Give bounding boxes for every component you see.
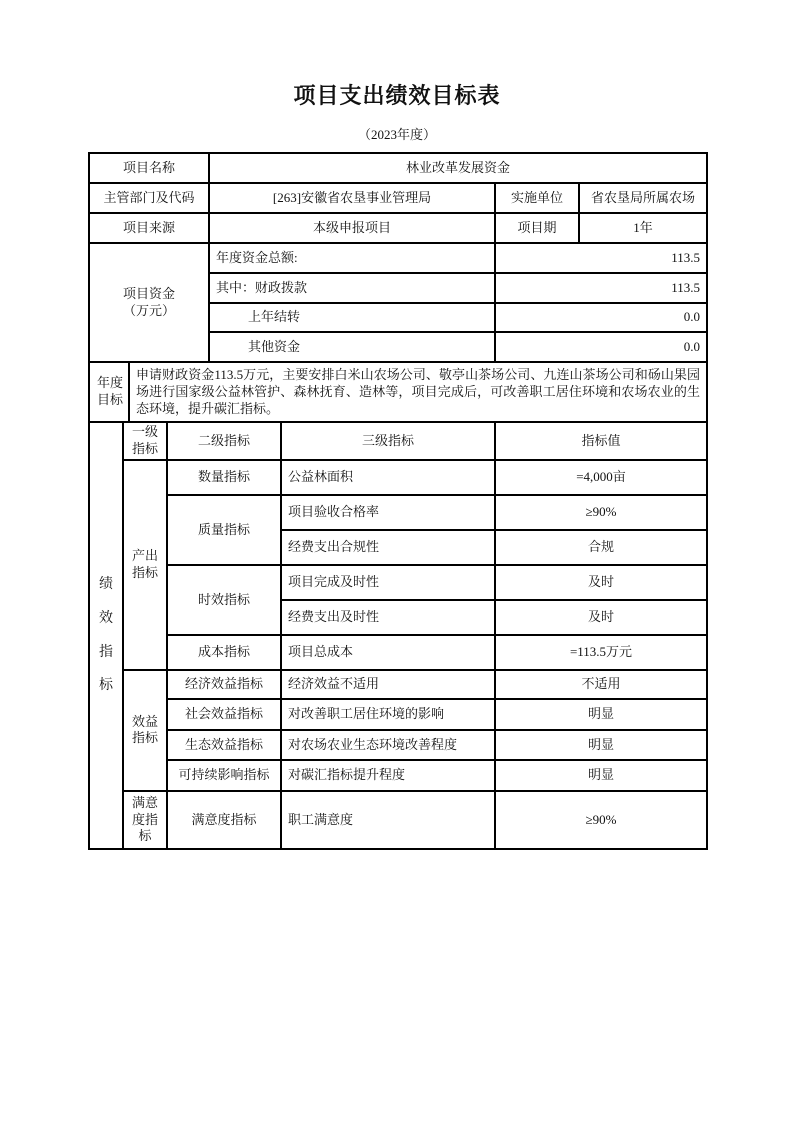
level2-quantity: 数量指标: [167, 460, 281, 495]
level2-economic: 经济效益指标: [167, 670, 281, 699]
indicator-name: 项目验收合格率: [281, 495, 495, 530]
funding-group-label: [89, 243, 209, 362]
impl-unit-value: 省农垦局所属农场: [579, 183, 707, 213]
indicator-value: 明显: [495, 730, 707, 760]
indicator-value: =4,000亩: [495, 460, 707, 495]
indicator-name: 经费支出及时性: [281, 600, 495, 635]
funding-label-line2: （万元）: [122, 302, 175, 318]
indicator-value: ≥90%: [495, 495, 707, 530]
indicator-name: 对碳汇指标提升程度: [281, 760, 495, 791]
indicator-value: 及时: [495, 565, 707, 600]
level1-satisfaction: 满意度指标: [123, 791, 167, 849]
level2-quality: 质量指标: [167, 495, 281, 565]
annual-goal-text: 申请财政资金113.5万元，主要安排白米山农场公司、敬亭山茶场公司、九连山茶场公司和砀山果园场进行国家级公益林管护、森林抚育、造林等，项目完成后，可改善职工居住环境和农场农业的生态环境，提升碳汇指标。: [129, 362, 707, 422]
indicators-group-label: 绩效指标: [89, 422, 123, 849]
project-name-label: 项目名称: [89, 153, 209, 183]
funding-row-value: 0.0: [495, 332, 707, 362]
source-label: 项目来源: [89, 213, 209, 243]
header-level2: 二级指标: [167, 422, 281, 460]
level2-sustainability: 可持续影响指标: [167, 760, 281, 791]
annual-goal-table: [88, 361, 708, 423]
indicator-name: 职工满意度: [281, 791, 495, 849]
level2-ecological: 生态效益指标: [167, 730, 281, 760]
indicator-name: 对农场农业生态环境改善程度: [281, 730, 495, 760]
indicator-value: 明显: [495, 699, 707, 730]
indicator-name: 对改善职工居住环境的影响: [281, 699, 495, 730]
annual-goal-label: 年度目标: [89, 362, 129, 422]
header-value: 指标值: [495, 422, 707, 460]
funding-row-name: 其他资金: [209, 332, 495, 362]
project-name-value: 林业改革发展资金: [209, 153, 707, 183]
level1-output: 产出指标: [123, 460, 167, 670]
period-value: 1年: [579, 213, 707, 243]
indicators-table: [88, 421, 708, 850]
level2-timeliness: 时效指标: [167, 565, 281, 635]
indicator-value: ≥90%: [495, 791, 707, 849]
header-level3: 三级指标: [281, 422, 495, 460]
indicator-value: =113.5万元: [495, 635, 707, 670]
dept-label: 主管部门及代码: [89, 183, 209, 213]
indicator-name: 公益林面积: [281, 460, 495, 495]
indicator-name: 项目总成本: [281, 635, 495, 670]
header-level1: 一级指标: [123, 422, 167, 460]
impl-unit-label: 实施单位: [495, 183, 579, 213]
project-info-table: [88, 152, 708, 363]
indicator-name: 经济效益不适用: [281, 670, 495, 699]
indicator-value: 不适用: [495, 670, 707, 699]
funding-row-value: 113.5: [495, 273, 707, 303]
indicator-value: 合规: [495, 530, 707, 565]
funding-row-name: 年度资金总额:: [209, 243, 495, 273]
level2-cost: 成本指标: [167, 635, 281, 670]
indicator-value: 明显: [495, 760, 707, 791]
document-content: [88, 84, 706, 850]
funding-row-name: 上年结转: [209, 303, 495, 332]
funding-label-line1: 项目资金: [122, 285, 175, 301]
level2-satisfaction: 满意度指标: [167, 791, 281, 849]
funding-row-name: 其中：财政拨款: [209, 273, 495, 303]
dept-value: [263]安徽省农垦事业管理局: [209, 183, 495, 213]
funding-row-value: 113.5: [495, 243, 707, 273]
indicator-name: 经费支出合规性: [281, 530, 495, 565]
indicator-value: 及时: [495, 600, 707, 635]
page-title: 项目支出绩效目标表: [293, 83, 501, 108]
period-label: 项目期: [495, 213, 579, 243]
level1-benefit: 效益指标: [123, 670, 167, 791]
funding-row-value: 0.0: [495, 303, 707, 332]
indicator-name: 项目完成及时性: [281, 565, 495, 600]
level2-social: 社会效益指标: [167, 699, 281, 730]
source-value: 本级申报项目: [209, 213, 495, 243]
page-subtitle: （2023年度）: [357, 127, 436, 143]
